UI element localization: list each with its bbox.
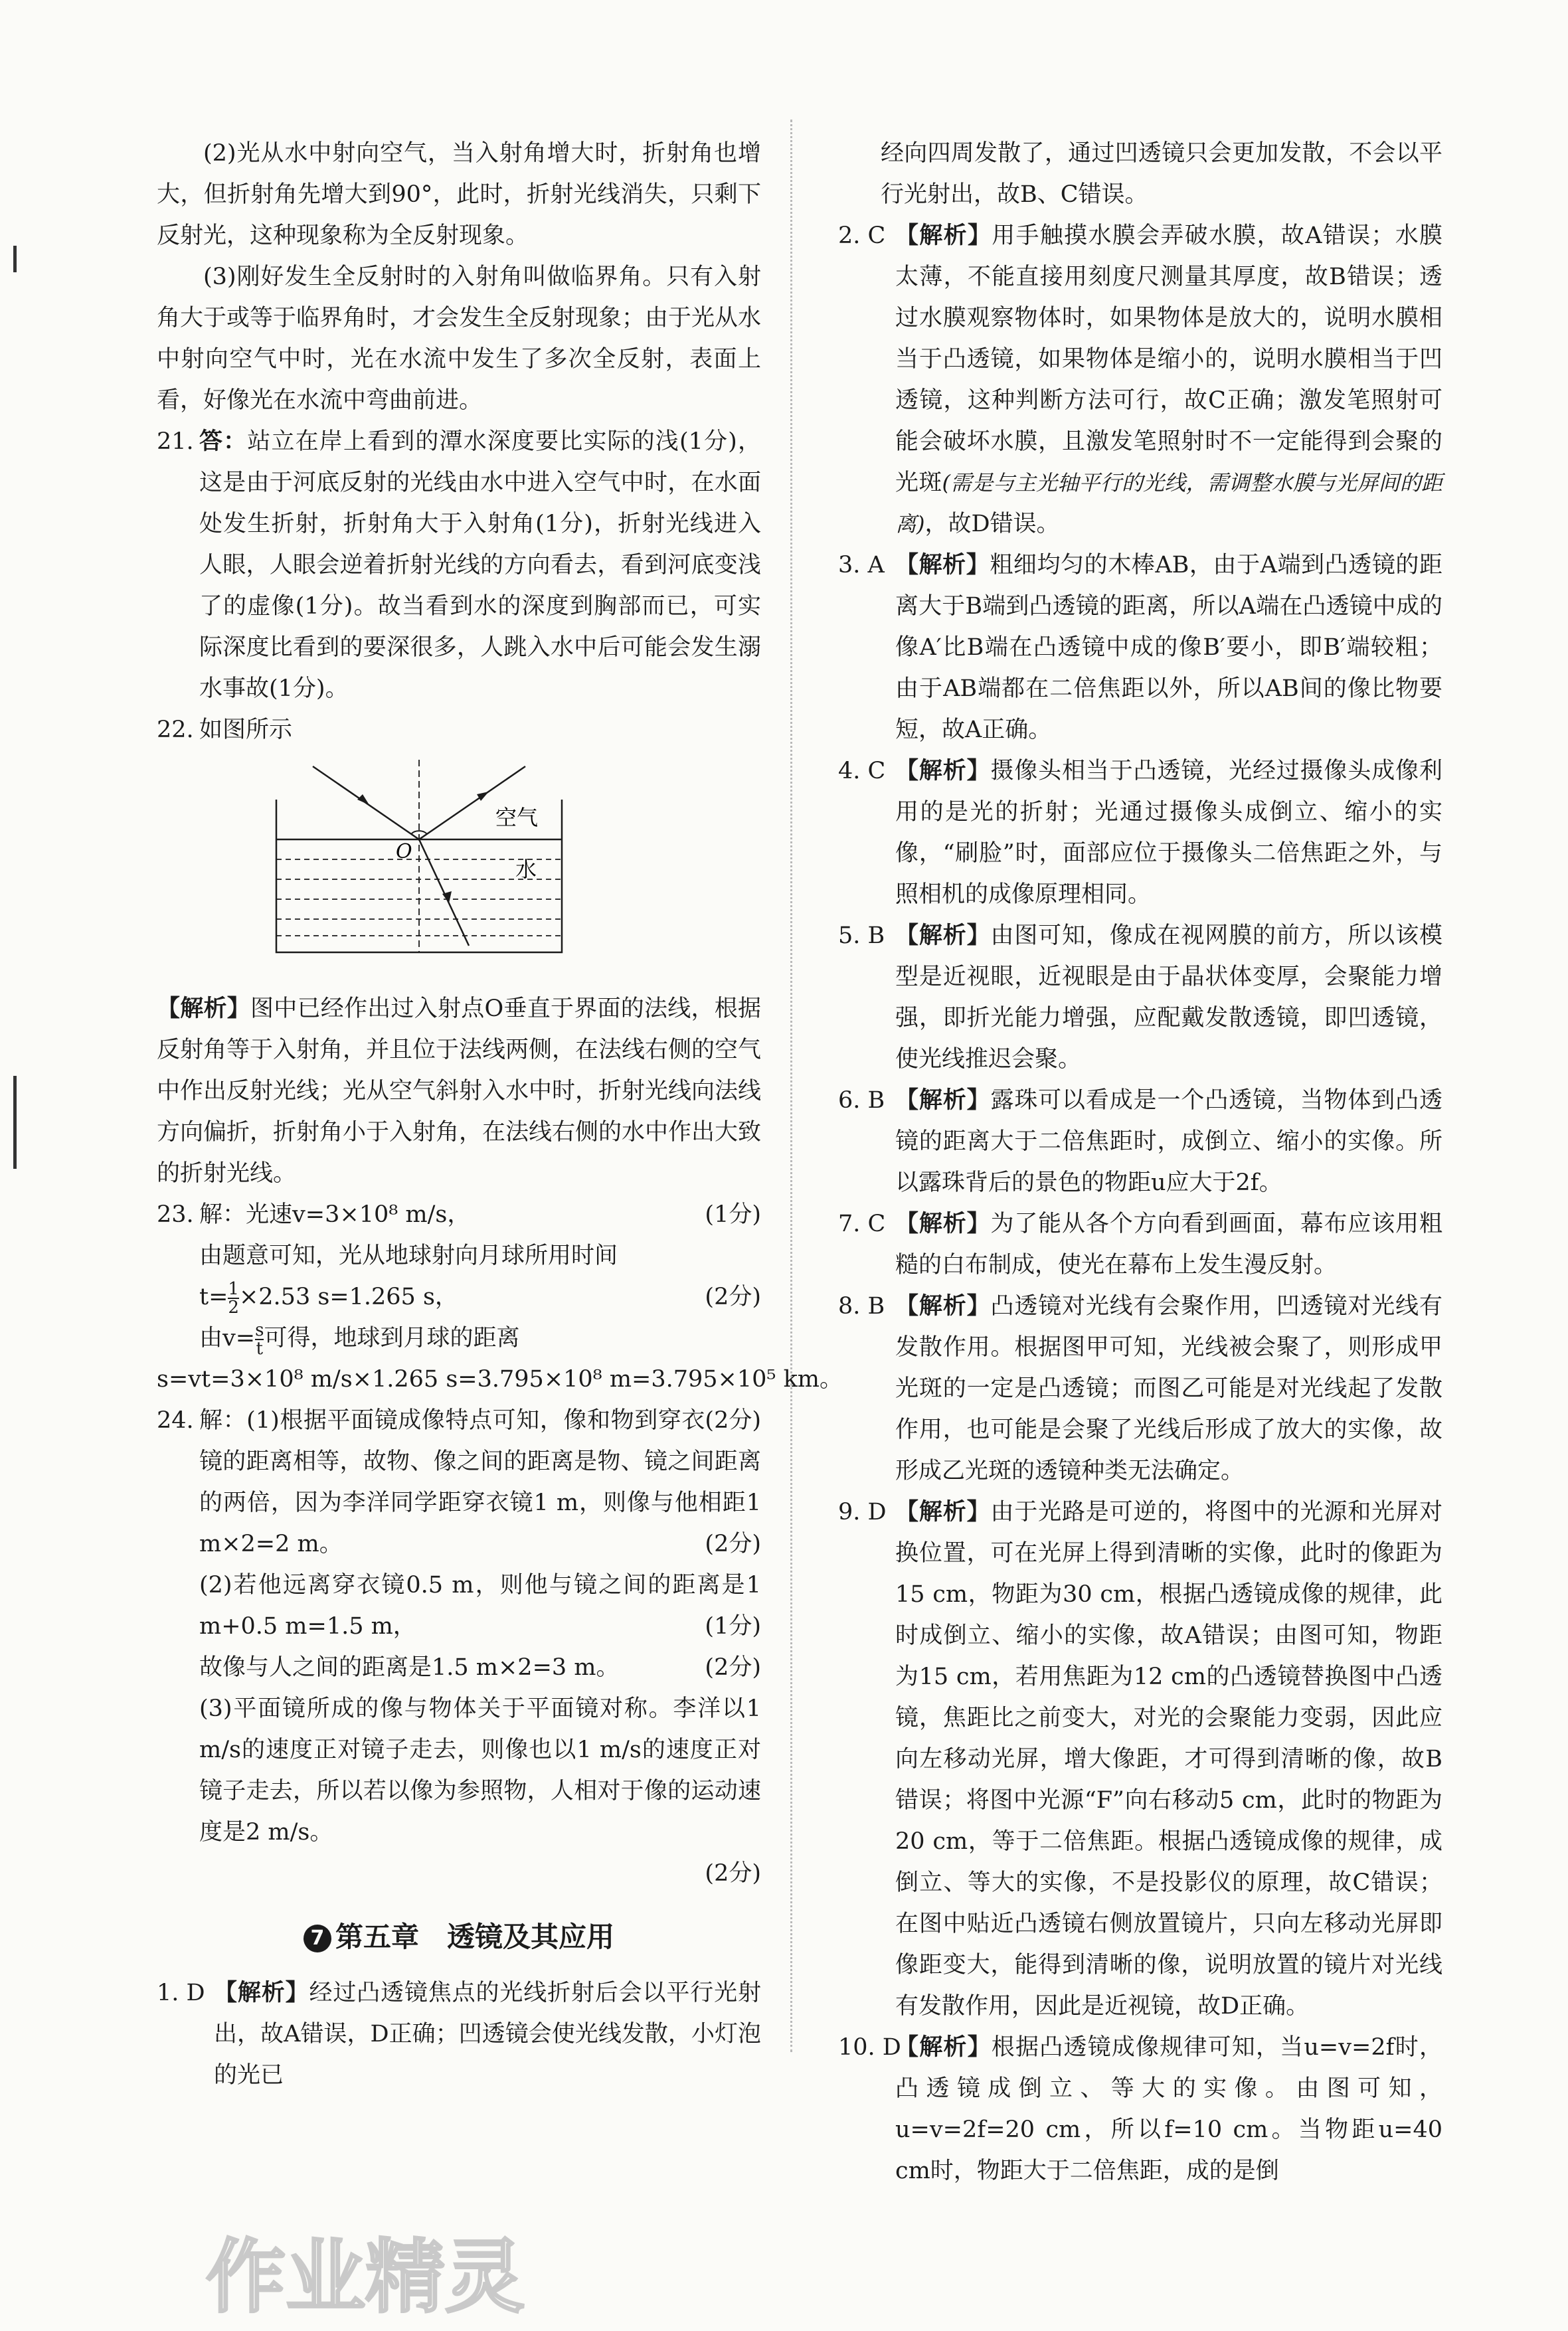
analysis-label: 【解析】 [895, 552, 990, 578]
paragraph: (2)光从水中射向空气，当入射角增大时，折射角也增大，但折射角先增大到90°，此时，折射光线消失，只剩下反射光，这种现象称为全反射现象。 [157, 140, 761, 249]
score: (2分) [705, 1407, 761, 1434]
analysis-text: 露珠可以看成是一个凸透镜，当物体到凸透镜的距离大于二倍焦距时，成倒立、缩小的实像。所以露珠背后的景色的物距u应大于2f。 [895, 1087, 1442, 1196]
analysis-text: 经过凸透镜焦点的光线折射后会以平行光射出，故A错误，D正确；凹透镜会使光线发散，小灯泡的光已 [214, 1980, 761, 2089]
analysis-label: 【解析】 [895, 222, 992, 249]
solution-line: (2)若他远离穿衣镜0.5 m，则他与镜之间的距离是1 m+0.5 m=1.5 m， (1分) [199, 1565, 761, 1647]
solution-line: 由题意可知，光从地球射向月球所用时间 [199, 1243, 618, 1269]
answer-c6 [838, 1080, 1442, 1203]
refraction-diagram [270, 760, 588, 979]
svg-text:作业精灵: 作业精灵 [206, 2231, 525, 2324]
analysis-text: 摄像头相当于凸透镜，光经过摄像头成像利用的是光的折射；光通过摄像头成倒立、缩小的实像，“刷脸”时，面部应位于摄像头二倍焦距之外，与照相机的成像原理相同。 [895, 758, 1442, 908]
answer-21 [157, 421, 761, 709]
analysis-text: 为了能从各个方向看到画面，幕布应该用粗糙的白布制成，使光在幕布上发生漫反射。 [895, 1211, 1442, 1278]
answer-c8 [838, 1286, 1442, 1492]
watermark-logo [199, 2225, 571, 2331]
answer-22 [157, 709, 761, 750]
question-number: 2. C [838, 222, 886, 249]
solution-line: 解：(1)根据平面镜成像特点可知，像和物到穿衣镜的距离相等，故物、像之间的距离是物、镜之间距离的两倍，因为李洋同学距穿衣镜1 m，则像与他相距1 m×2=2 m。 (2分) [199, 1400, 761, 1565]
chapter-badge: 7 [304, 1925, 331, 1952]
analysis-22 [157, 988, 761, 1194]
water-label: 水 [515, 857, 537, 882]
answer-c9 [838, 1492, 1442, 2027]
solution-line: 解：光速v=3×10⁸ m/s， (1分) [199, 1194, 761, 1235]
score: (2分) [705, 1284, 761, 1310]
question-number: 9. D [838, 1499, 887, 1525]
analysis-text: 凸透镜对光线有会聚作用，凹透镜对光线有发散作用。根据图甲可知，光线被会聚了，则形成甲光斑的一定是凸透镜；而图乙可能是对光线起了发散作用，也可能是会聚了光线后形成了放大的实像，故形成乙光斑的透镜种类无法确定。 [895, 1293, 1442, 1484]
answer-label: 答： [199, 428, 248, 455]
angle-arc [411, 831, 427, 834]
analysis-label: 【解析】 [895, 1211, 991, 1237]
analysis-text: 由图可知，像成在视网膜的前方，所以该模型是近视眼，近视眼是由于晶状体变厚，会聚能力增强，即折光能力增强，应配戴发散透镜，即凹透镜，使光线推迟会聚。 [895, 922, 1442, 1073]
question-number: 8. B [838, 1293, 885, 1320]
answer-c3 [838, 545, 1442, 750]
analysis-text: 图中已经作出过入射点O垂直于界面的法线，根据反射角等于入射角，并且位于法线两侧，在法线右侧的空气中作出反射光线；光从空气斜射入水中时，折射光线向法线方向偏折，折射角小于入射角，在法线右侧的水中作出大致的折射光线。 [157, 995, 762, 1187]
question-number: 4. C [838, 758, 886, 784]
point-o-label: O [396, 840, 412, 863]
question-number: 6. B [838, 1087, 885, 1114]
arrow-reflected-icon [477, 792, 489, 801]
analysis-label: 【解析】 [895, 1087, 991, 1114]
question-number: 22. [157, 717, 194, 743]
answer-c10 [838, 2027, 1442, 2192]
answer-c2 [838, 215, 1442, 545]
answer-24 [157, 1400, 761, 1894]
question-number: 21. [157, 428, 194, 455]
analysis-label: 【解析】 [895, 922, 991, 949]
analysis-text: 根据凸透镜成像规律可知，当u=v=2f时，凸透镜成倒立、等大的实像。由图可知，u=v=2f=20 cm，所以f=10 cm。当物距u=40 cm时，物距大于二倍焦距，成的是倒 [895, 2034, 1442, 2184]
answer-text: 站立在岸上看到的潭水深度要比实际的浅(1分)，这是由于河底反射的光线由水中进入空气中时，在水面处发生折射，折射角大于入射角(1分)，折射光线进入人眼，人眼会逆着折射光线的方向看去，看到河底变浅了的虚像(1分)。故当看到水的深度到胸部而已，可实际深度比看到的要深很多，人跳入水中后可能会发生溺水事故(1分)。 [199, 428, 761, 702]
refracted-ray [419, 839, 469, 946]
answer-text: 如图所示 [199, 717, 293, 743]
question-number: 1. D [157, 1980, 205, 2006]
score: (2分) [705, 1531, 761, 1557]
analysis-label: 【解析】 [157, 995, 251, 1022]
solution-line: s=vt=3×10⁸ m/s×1.265 s=3.795×10⁸ m=3.795×10⁵ km。 (2分) [157, 1359, 761, 1400]
solution-line: 由v= $\frac{s}{t}$ 可得，地球到月球的距离 [199, 1320, 520, 1359]
arrow-incident-icon [357, 794, 369, 805]
analysis-text: 粗细均匀的木棒AB，由于A端到凸透镜的距离大于B端到凸透镜的距离，所以A端在凸透镜中成的像A′比B端在凸透镜中成的像B′要小，即B′端较粗；由于AB端都在二倍焦距以外，所以AB间的像比物要短，故A正确。 [895, 552, 1442, 743]
solution-line: (3)平面镜所成的像与物体关于平面镜对称。李洋以1 m/s的速度正对镜子走去，则像也以1 m/s的速度正对镜子走去，所以若以像为参照物，人相对于像的运动速度是2 m/s。 [199, 1695, 761, 1846]
analysis-label: 【解析】 [895, 1293, 991, 1320]
answer-c1 [157, 1972, 761, 2096]
analysis-label: 【解析】 [895, 1499, 991, 1525]
fraction: $\frac{1}{2}$ [228, 1278, 239, 1318]
chapter-title: 第五章 透镜及其应用 [335, 1921, 614, 1953]
question-number: 24. [157, 1407, 194, 1434]
fraction: $\frac{s}{t}$ [255, 1320, 264, 1359]
question-number: 10. D [838, 2034, 901, 2061]
solution-line [199, 1853, 761, 1894]
answer-c4 [838, 750, 1442, 915]
chapter-heading [157, 1917, 761, 1958]
question-number: 3. A [838, 552, 885, 578]
margin-mark [13, 246, 17, 272]
score: (2分) [705, 1860, 761, 1887]
score: (2分) [705, 1654, 761, 1681]
analysis-label: 【解析】 [895, 758, 991, 784]
answer-c7 [838, 1203, 1442, 1286]
analysis-text: 由于光路是可逆的，将图中的光源和光屏对换位置，可在光屏上得到清晰的实像，此时的像距为15 cm，物距为30 cm，根据凸透镜成像的规律，此时成倒立、缩小的实像，故A错误；由图可知，物距为15 cm，若用焦距为12 cm的凸透镜替换图中凸透镜，焦距比之前变大，对光的会聚能力变弱，因此应向左移动光屏，增大像距，才可得到清晰的像，故B错误；将图中光源“F”向右移动5 cm，此时的物距为20 cm，等于二倍焦距。根据凸透镜成像的规律，成倒立、等大的实像，不是投影仪的原理，故C错误；在图中贴近凸透镜右侧放置镜片，只向左移动光屏即像距变大，能得到清晰的像，说明放置的镜片对光线有发散作用，因此是近视镜，故D正确。 [895, 1499, 1442, 2020]
score: (1分) [705, 1201, 761, 1228]
analysis-label: 【解析】 [895, 2034, 992, 2061]
right-column [838, 133, 1442, 2192]
air-label: 空气 [495, 805, 539, 830]
left-column [157, 133, 843, 2096]
column-divider [790, 120, 794, 2052]
analysis-text: 用手触摸水膜会弄破水膜，故A错误；水膜太薄，不能直接用刻度尺测量其厚度，故B错误；透过水膜观察物体时，如果物体是放大的，说明水膜相当于凸透镜，如果物体是缩小的，说明水膜相当于凹透镜，这种判断方法可行，故C正确；激发笔照射可能会破坏水膜，且激发笔照射时不一定能得到会聚的光斑 [895, 222, 1442, 496]
analysis-label: 【解析】 [214, 1980, 309, 2006]
question-number: 7. C [838, 1211, 886, 1237]
margin-mark [13, 1076, 17, 1169]
question-number: 23. [157, 1201, 194, 1228]
answer-c5 [838, 915, 1442, 1080]
analysis-note: (需是与主光轴平行的光线，需调整水膜与光屏间的距离) [895, 470, 1442, 537]
solution-line: 故像与人之间的距离是1.5 m×2=3 m。 (2分) [199, 1647, 761, 1688]
score: (1分) [705, 1613, 761, 1640]
question-number: 5. B [838, 922, 885, 949]
solution-line: t= $\frac{1}{2}$ ×2.53 s=1.265 s， (2分) [199, 1276, 761, 1318]
analysis-text: 经向四周发散了，通过凹透镜只会更加发散，不会以平行光射出，故B、C错误。 [881, 140, 1442, 208]
paragraph: (3)刚好发生全反射时的入射角叫做临界角。只有入射角大于或等于临界角时，才会发生全反射现象；由于光从水中射向空气中时，光在水流中发生了多次全反射，表面上看，好像光在水流中弯曲前进。 [157, 264, 762, 414]
analysis-text: ，故D错误。 [924, 511, 1060, 537]
